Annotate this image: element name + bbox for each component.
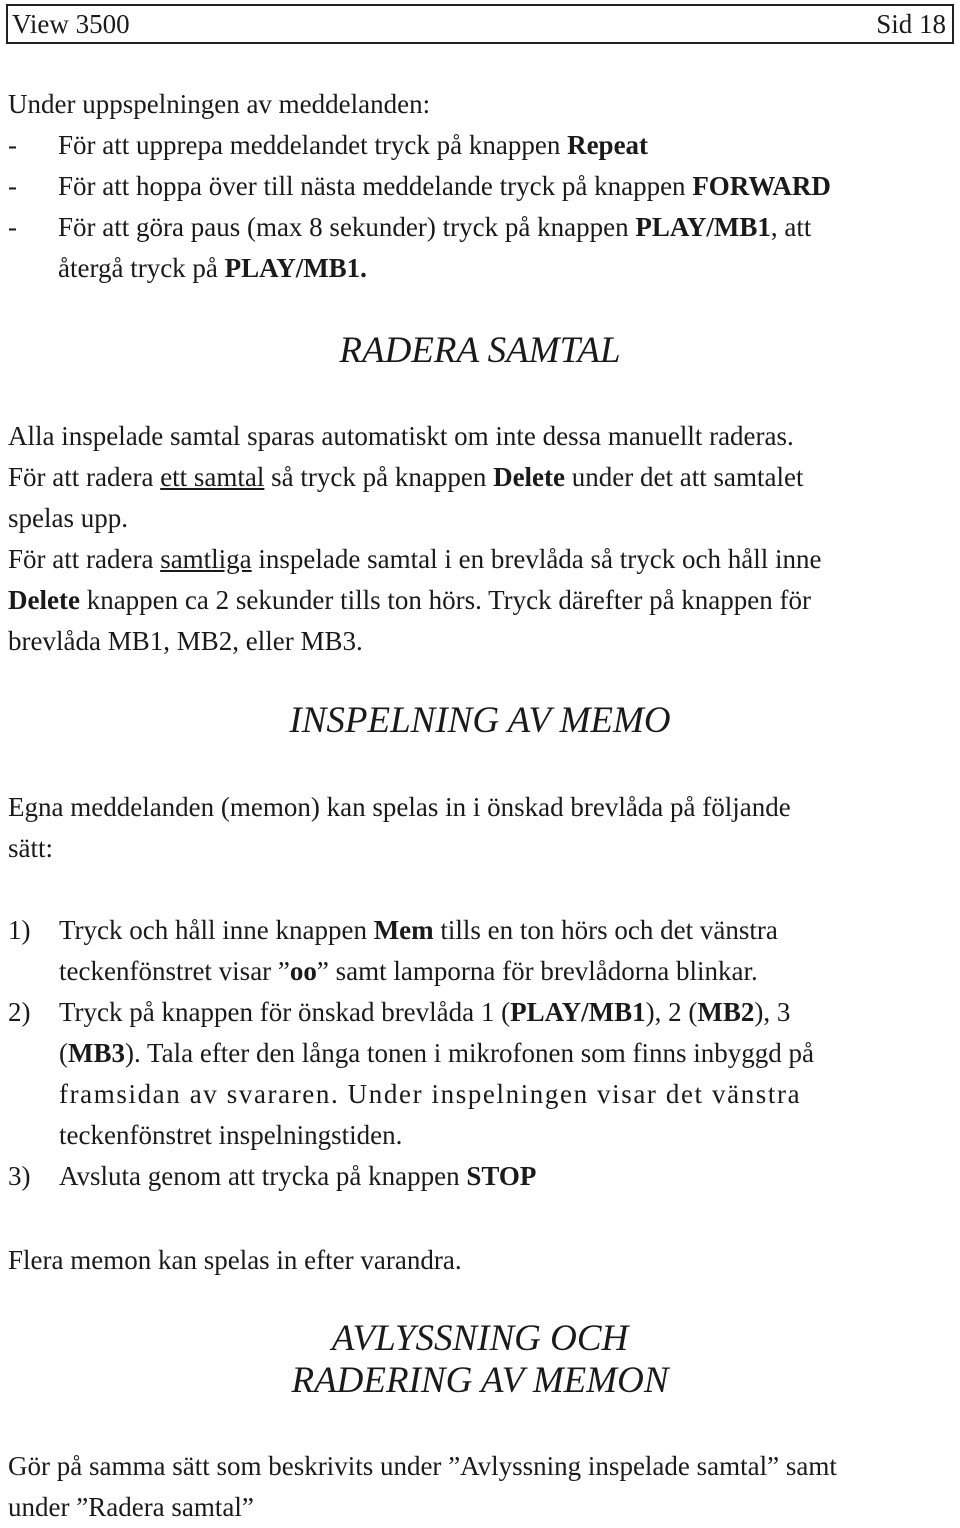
section-heading-avlyssning: AVLYSSNING OCH RADERING AV MEMON xyxy=(291,1318,669,1401)
section-heading-memo: INSPELNING AV MEMO xyxy=(289,700,671,741)
section-reference: Radera samtal xyxy=(88,1492,242,1522)
avlyssning-paragraph: Gör på samma sätt som beskrivits under ”Avlyssning inspelade samtal” samt under ”Radera samtal” xyxy=(8,1451,837,1522)
step-number: 2) xyxy=(8,997,31,1027)
page-header xyxy=(6,4,954,44)
playback-section xyxy=(8,84,954,289)
memo-outro: Flera memon kan spelas in efter varandra. xyxy=(8,1245,462,1275)
section-heading-radera: RADERA SAMTAL xyxy=(339,330,621,371)
list-item: - För att upprepa meddelandet tryck på knappen Repeat xyxy=(8,125,954,166)
key-label: Delete xyxy=(8,585,80,615)
key-label: PLAY/MB1 xyxy=(510,997,646,1027)
page-number: Sid 18 xyxy=(876,8,946,39)
radera-section: Alla inspelade samtal sparas automatiskt om inte dessa manuellt raderas. För att radera ett samtal så tryck på knappen Delete under det att samtalet spelas upp. För att radera samtliga inspelade samtal i en brevlåda så tryck och håll inne Delete knappen ca 2 sekunder tills ton hörs. Tryck därefter på knappen för brevlåda MB1, MB2, eller MB3. xyxy=(8,416,954,662)
radera-paragraph-3: För att radera samtliga inspelade samtal i en brevlåda så tryck och håll inne xyxy=(8,544,822,574)
step-number: 3) xyxy=(8,1161,31,1191)
memo-intro: Egna meddelanden (memon) kan spelas in i önskad brevlåda på följande sätt: xyxy=(8,792,791,863)
list-item: 3) Avsluta genom att trycka på knappen STOP xyxy=(8,1156,954,1197)
section-reference: Avlyssning inspelade samtal xyxy=(460,1451,768,1481)
key-label: STOP xyxy=(466,1161,537,1191)
step-number: 1) xyxy=(8,915,31,945)
key-label: Delete xyxy=(493,462,566,492)
list-dash: - xyxy=(8,130,17,160)
key-label: MB2 xyxy=(697,997,755,1027)
radera-paragraph-2: För att radera ett samtal så tryck på knappen Delete under det att samtalet xyxy=(8,462,804,492)
key-label: Mem xyxy=(373,915,434,945)
document-title: View 3500 xyxy=(12,8,130,39)
key-label: PLAY/MB1. xyxy=(224,253,367,283)
list-item: 1) Tryck och håll inne knappen Mem tills en ton hörs och det vänstra xyxy=(8,910,954,951)
list-item: 2) Tryck på knappen för önskad brevlåda 1 (PLAY/MB1), 2 (MB2), 3 xyxy=(8,992,954,1033)
memo-steps: 1) Tryck och håll inne knappen Mem tills en ton hörs och det vänstra teckenfönstret visar ”oo” samt lamporna för brevlådorna blinkar. 2) Tryck på knappen för önskad brevlåda 1 (PLAY/MB1), 2 (MB2), 3 (MB3). Tala efter den långa tonen i mikrofonen som finns inbyggd på framsidan av svararen. Under inspelningen visar det vänstra teckenfönstret inspelningstiden. 3) Avsluta genom att trycka på knappen STOP xyxy=(8,910,954,1197)
playback-intro: Under uppspelningen av meddelanden: xyxy=(8,89,431,119)
list-dash: - xyxy=(8,171,17,201)
radera-paragraph-1: Alla inspelade samtal sparas automatiskt om inte dessa manuellt raderas. xyxy=(8,421,794,451)
key-label: Repeat xyxy=(567,130,649,160)
list-item-continuation: återgå tryck på PLAY/MB1. xyxy=(58,253,367,283)
key-label: PLAY/MB1 xyxy=(635,212,771,242)
list-item: - För att göra paus (max 8 sekunder) tryck på knappen PLAY/MB1, att xyxy=(8,207,954,248)
key-label: FORWARD xyxy=(692,171,831,201)
key-label: MB3 xyxy=(68,1038,125,1068)
key-label: oo xyxy=(289,956,317,986)
list-dash: - xyxy=(8,212,17,242)
list-item: - För att hoppa över till nästa meddelande tryck på knappen FORWARD xyxy=(8,166,954,207)
